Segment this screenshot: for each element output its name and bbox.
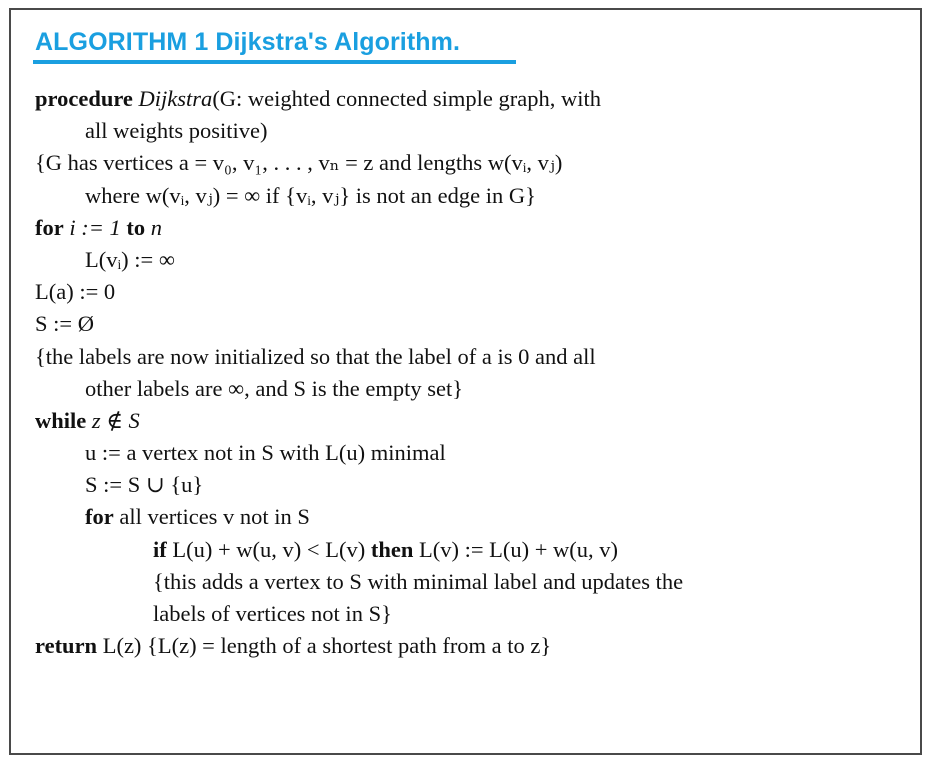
code-line-8: S := Ø xyxy=(35,311,94,337)
while-condition: z ∉ S xyxy=(91,407,140,433)
for-all-clause: all vertices v not in S xyxy=(119,504,310,530)
code-line-4: where w(vᵢ, vⱼ) = ∞ if {vᵢ, vⱼ} is not an edge in G} xyxy=(85,182,536,208)
return-expression: L(z) {L(z) = length of a shortest path from a to z} xyxy=(102,633,552,659)
code-line-13: S := S ∪ {u} xyxy=(85,472,204,498)
keyword-if: if xyxy=(153,536,167,562)
code-line-9: {the labels are now initialized so that the label of a is 0 and all xyxy=(35,343,596,369)
code-line-10: other labels are ∞, and S is the empty set} xyxy=(85,375,463,401)
keyword-while: while xyxy=(35,407,87,433)
code-line-16: {this adds a vertex to S with minimal label and updates the xyxy=(153,568,684,594)
code-line-18 xyxy=(35,630,683,662)
code-line-3: {G has vertices a = v₀, v₁, . . . , vₙ = z and lengths w(vᵢ, vⱼ) xyxy=(35,150,563,176)
code-line-6: L(vᵢ) := ∞ xyxy=(85,246,175,272)
algorithm-title: ALGORITHM 1 Dijkstra's Algorithm. xyxy=(35,28,461,56)
keyword-then: then xyxy=(370,536,414,562)
if-condition: L(u) + w(u, v) < L(v) xyxy=(172,536,366,562)
code-line-11 xyxy=(35,405,683,437)
code-line-14 xyxy=(35,501,683,533)
keyword-to: to xyxy=(126,214,146,240)
code-line-1 xyxy=(35,83,683,115)
procedure-name: Dijkstra xyxy=(138,86,213,111)
procedure-signature: (G: weighted connected simple graph, with xyxy=(212,86,601,111)
code-line-7: L(a) := 0 xyxy=(35,279,116,305)
then-action: L(v) := L(u) + w(u, v) xyxy=(418,536,619,562)
keyword-return: return xyxy=(35,633,98,659)
pseudocode-block xyxy=(35,83,683,662)
code-line-2: all weights positive) xyxy=(85,118,268,144)
keyword-for-inner: for xyxy=(85,504,114,530)
code-line-12: u := a vertex not in S with L(u) minimal xyxy=(85,440,446,466)
code-line-17: labels of vertices not in S} xyxy=(153,601,392,626)
keyword-for: for xyxy=(35,214,64,240)
for-range-end: n xyxy=(150,214,163,240)
for-range-start: i := 1 xyxy=(69,214,121,240)
title-underline xyxy=(33,60,516,64)
code-line-5 xyxy=(35,212,683,244)
code-line-15 xyxy=(35,534,683,566)
keyword-procedure: procedure xyxy=(35,86,133,111)
